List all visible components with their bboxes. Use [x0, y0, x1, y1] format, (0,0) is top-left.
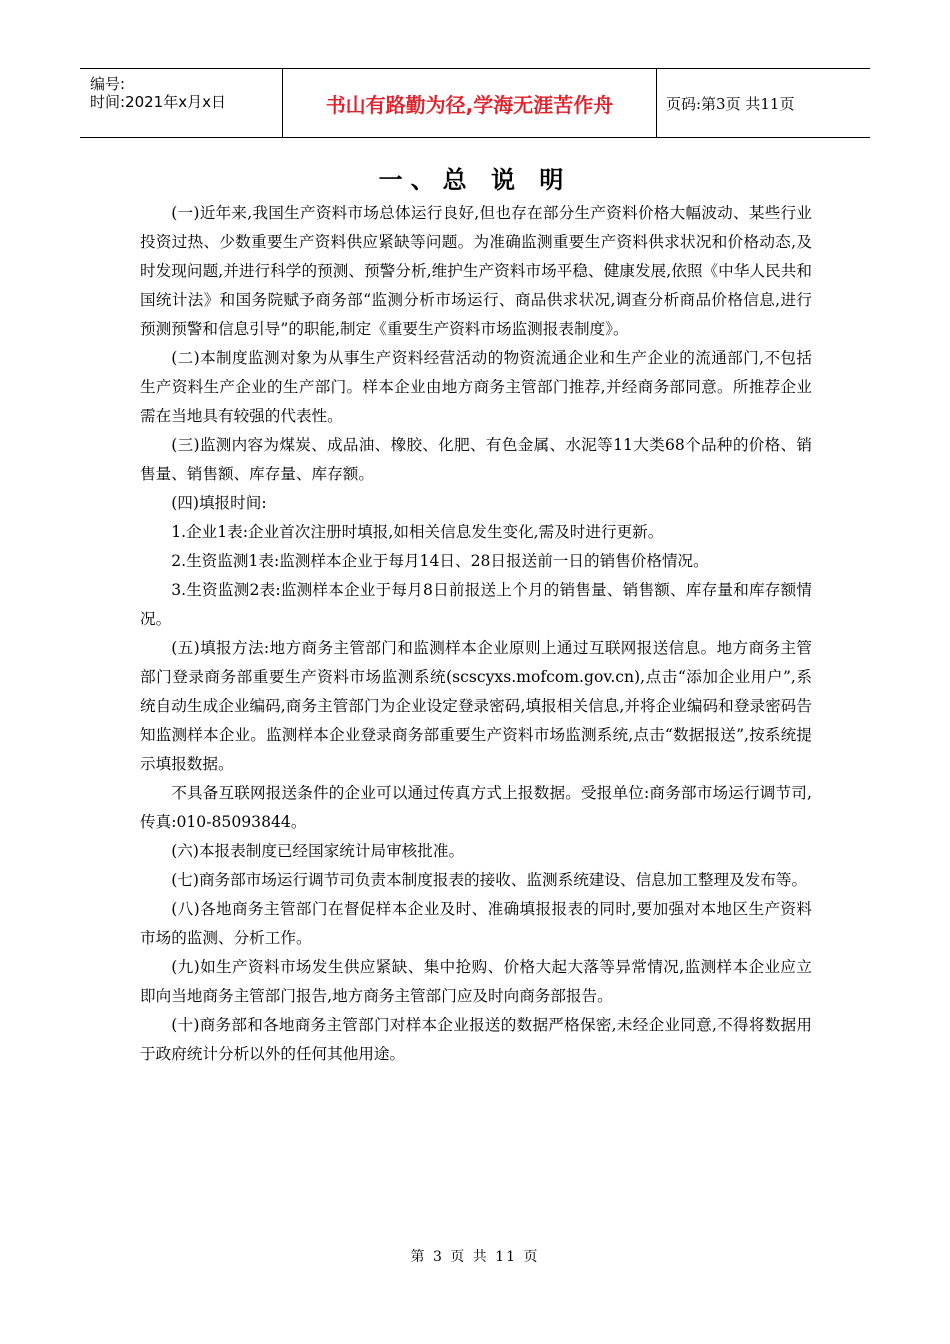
- document-number-label: 编号:: [90, 75, 126, 93]
- paragraph-12: (八)各地商务主管部门在督促样本企业及时、准确填报报表的同时,要加强对本地区生产资料市场的监测、分析工作。: [140, 900, 812, 947]
- paragraph-9: 不具备互联网报送条件的企业可以通过传真方式上报数据。受报单位:商务部市场运行调节司,传真:010-85093844。: [140, 784, 812, 831]
- paragraph-5: 1.企业1表:企业首次注册时填报,如相关信息发生变化,需及时进行更新。: [171, 523, 664, 541]
- paragraph-6: 2.生资监测1表:监测样本企业于每月14日、28日报送前一日的销售价格情况。: [171, 552, 709, 570]
- document-title: 一、总 说 明: [378, 166, 572, 194]
- paragraph-1: (一)近年来,我国生产资料市场总体运行良好,但也存在部分生产资料价格大幅波动、某些行业投资过热、少数重要生产资料供应紧缺等问题。为准确监测重要生产资料供求状况和价格动态,及时发现问题,并进行科学的预测、预警分析,维护生产资料市场平稳、健康发展,依照《中华人民共和国统计法》和国务院赋予商务部“监测分析市场运行、商品供求状况,调查分析商品价格信息,进行预测预警和信息引导”的职能,制定《重要生产资料市场监测报表制度》。: [140, 204, 812, 338]
- document-body: [140, 199, 812, 1069]
- paragraph-2: (二)本制度监测对象为从事生产资料经营活动的物资流通企业和生产企业的流通部门,不包括生产资料生产企业的生产部门。样本企业由地方商务主管部门推荐,并经商务部同意。所推荐企业需在当地具有较强的代表性。: [140, 349, 812, 425]
- page-header: [80, 68, 870, 138]
- paragraph-14: (十)商务部和各地商务主管部门对样本企业报送的数据严格保密,未经企业同意,不得将数据用于政府统计分析以外的任何其他用途。: [140, 1016, 812, 1063]
- paragraph-3: (三)监测内容为煤炭、成品油、橡胶、化肥、有色金属、水泥等11大类68个品种的价格、销售量、销售额、库存量、库存额。: [140, 436, 812, 483]
- paragraph-8: (五)填报方法:地方商务主管部门和监测样本企业原则上通过互联网报送信息。地方商务主管部门登录商务部重要生产资料市场监测系统(scscyxs.mofcom.gov.cn),点击“添加企业用户”,系统自动生成企业编码,商务主管部门为企业设定登录密码,填报相关信息,并将企业编码和登录密码告知监测样本企业。监测样本企业登录商务部重要生产资料市场监测系统,点击“数据报送”,按系统提示填报数据。: [140, 639, 812, 773]
- paragraph-4: (四)填报时间:: [171, 494, 267, 512]
- document-time-label: 时间:2021年x月x日: [90, 93, 226, 111]
- paragraph-7: 3.生资监测2表:监测样本企业于每月8日前报送上个月的销售量、销售额、库存量和库存额情况。: [140, 581, 812, 628]
- paragraph-11: (七)商务部市场运行调节司负责本制度报表的接收、监测系统建设、信息加工整理及发布等。: [171, 871, 808, 889]
- header-motto: 书山有路勤为径,学海无涯苦作舟: [283, 69, 657, 137]
- header-page-info: 页码:第3页 共11页: [666, 94, 795, 113]
- page-footer: 第 3 页 共 11 页: [410, 1249, 540, 1265]
- paragraph-10: (六)本报表制度已经国家统计局审核批准。: [171, 842, 465, 860]
- paragraph-13: (九)如生产资料市场发生供应紧缺、集中抢购、价格大起大落等异常情况,监测样本企业应立即向当地商务主管部门报告,地方商务主管部门应及时向商务部报告。: [140, 958, 812, 1005]
- header-meta-cell: [80, 69, 283, 137]
